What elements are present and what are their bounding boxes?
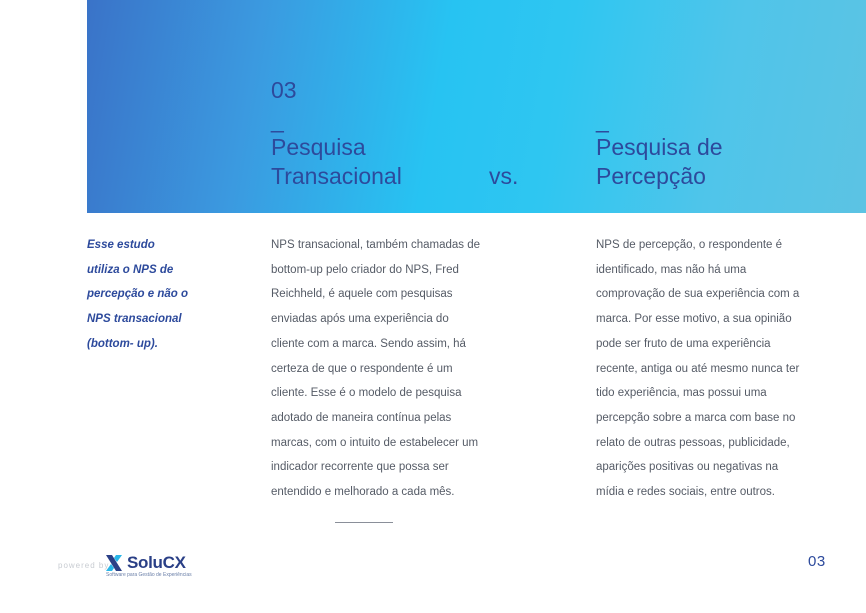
paragraph-line: percepção sobre a marca com base no — [596, 411, 796, 424]
paragraph-line: tido experiência, mas possui uma — [596, 387, 767, 400]
percepcao-description — [596, 233, 826, 505]
page-number: 03 — [808, 553, 826, 570]
divider-line — [335, 522, 393, 523]
paragraph-line: cliente com a marca. Sendo assim, há — [271, 337, 466, 350]
paragraph-line: aparições positivas ou negativas na — [596, 461, 779, 474]
paragraph-line: bottom-up pelo criador do NPS, Fred — [271, 263, 459, 276]
paragraph-line: NPS transacional, também chamadas de — [271, 239, 481, 251]
paragraph-line: pode ser fruto de uma experiência — [596, 337, 771, 350]
brand-tagline: Software para Gestão de Experiências — [106, 572, 192, 578]
versus-label: vs. — [489, 163, 519, 189]
paragraph-line: cliente. Esse é o modelo de pesquisa — [271, 387, 462, 400]
paragraph-line: indicador recorrente que possa ser — [271, 461, 449, 474]
solucx-logo — [104, 553, 194, 579]
paragraph-line: recente, antiga ou até mesmo nunca ter — [596, 362, 800, 375]
paragraph-line: entendido e melhorado a cada mês. — [271, 486, 455, 499]
paragraph-line: marca. Por esse motivo, a sua opinião — [596, 313, 792, 326]
brand-name: SoluCX — [127, 553, 186, 572]
section-number: 03 — [271, 77, 297, 103]
title-transacional-line2: Transacional — [271, 163, 402, 189]
side-note-line: NPS transacional — [87, 313, 182, 326]
side-note — [87, 233, 207, 357]
side-note-line: Esse estudo — [87, 239, 155, 251]
title-transacional-line1: Pesquisa — [271, 134, 366, 160]
transacional-description — [271, 233, 501, 505]
title-percepcao-line2: Percepção — [596, 163, 706, 189]
side-note-line: utiliza o NPS de — [87, 263, 174, 276]
paragraph-line: NPS de percepção, o respondente é — [596, 239, 783, 251]
paragraph-line: relato de outras pessoas, publicidade, — [596, 436, 790, 449]
paragraph-line: enviadas após uma experiência do — [271, 313, 449, 326]
side-note-line: (bottom- up). — [87, 337, 158, 350]
powered-by-label: powered by — [58, 561, 110, 570]
header-banner — [87, 0, 866, 213]
paragraph-line: adotado de maneira contínua pelas — [271, 411, 452, 424]
paragraph-line: identificado, mas não há uma — [596, 263, 747, 276]
solucx-x-logo-icon — [104, 553, 124, 573]
paragraph-line: comprovação de sua experiência com a — [596, 288, 800, 301]
title-percepcao-line1: Pesquisa de — [596, 134, 723, 160]
paragraph-line: marcas, com o intuito de estabelecer um — [271, 436, 479, 449]
title-dash-left: _ — [271, 107, 284, 133]
paragraph-line: mídia e redes sociais, entre outros. — [596, 486, 775, 499]
side-note-line: percepção e não o — [87, 288, 188, 301]
paragraph-line: certeza de que o respondente é um — [271, 362, 453, 375]
title-dash-right: _ — [596, 107, 609, 133]
paragraph-line: Reichheld, é aquele com pesquisas — [271, 288, 453, 301]
